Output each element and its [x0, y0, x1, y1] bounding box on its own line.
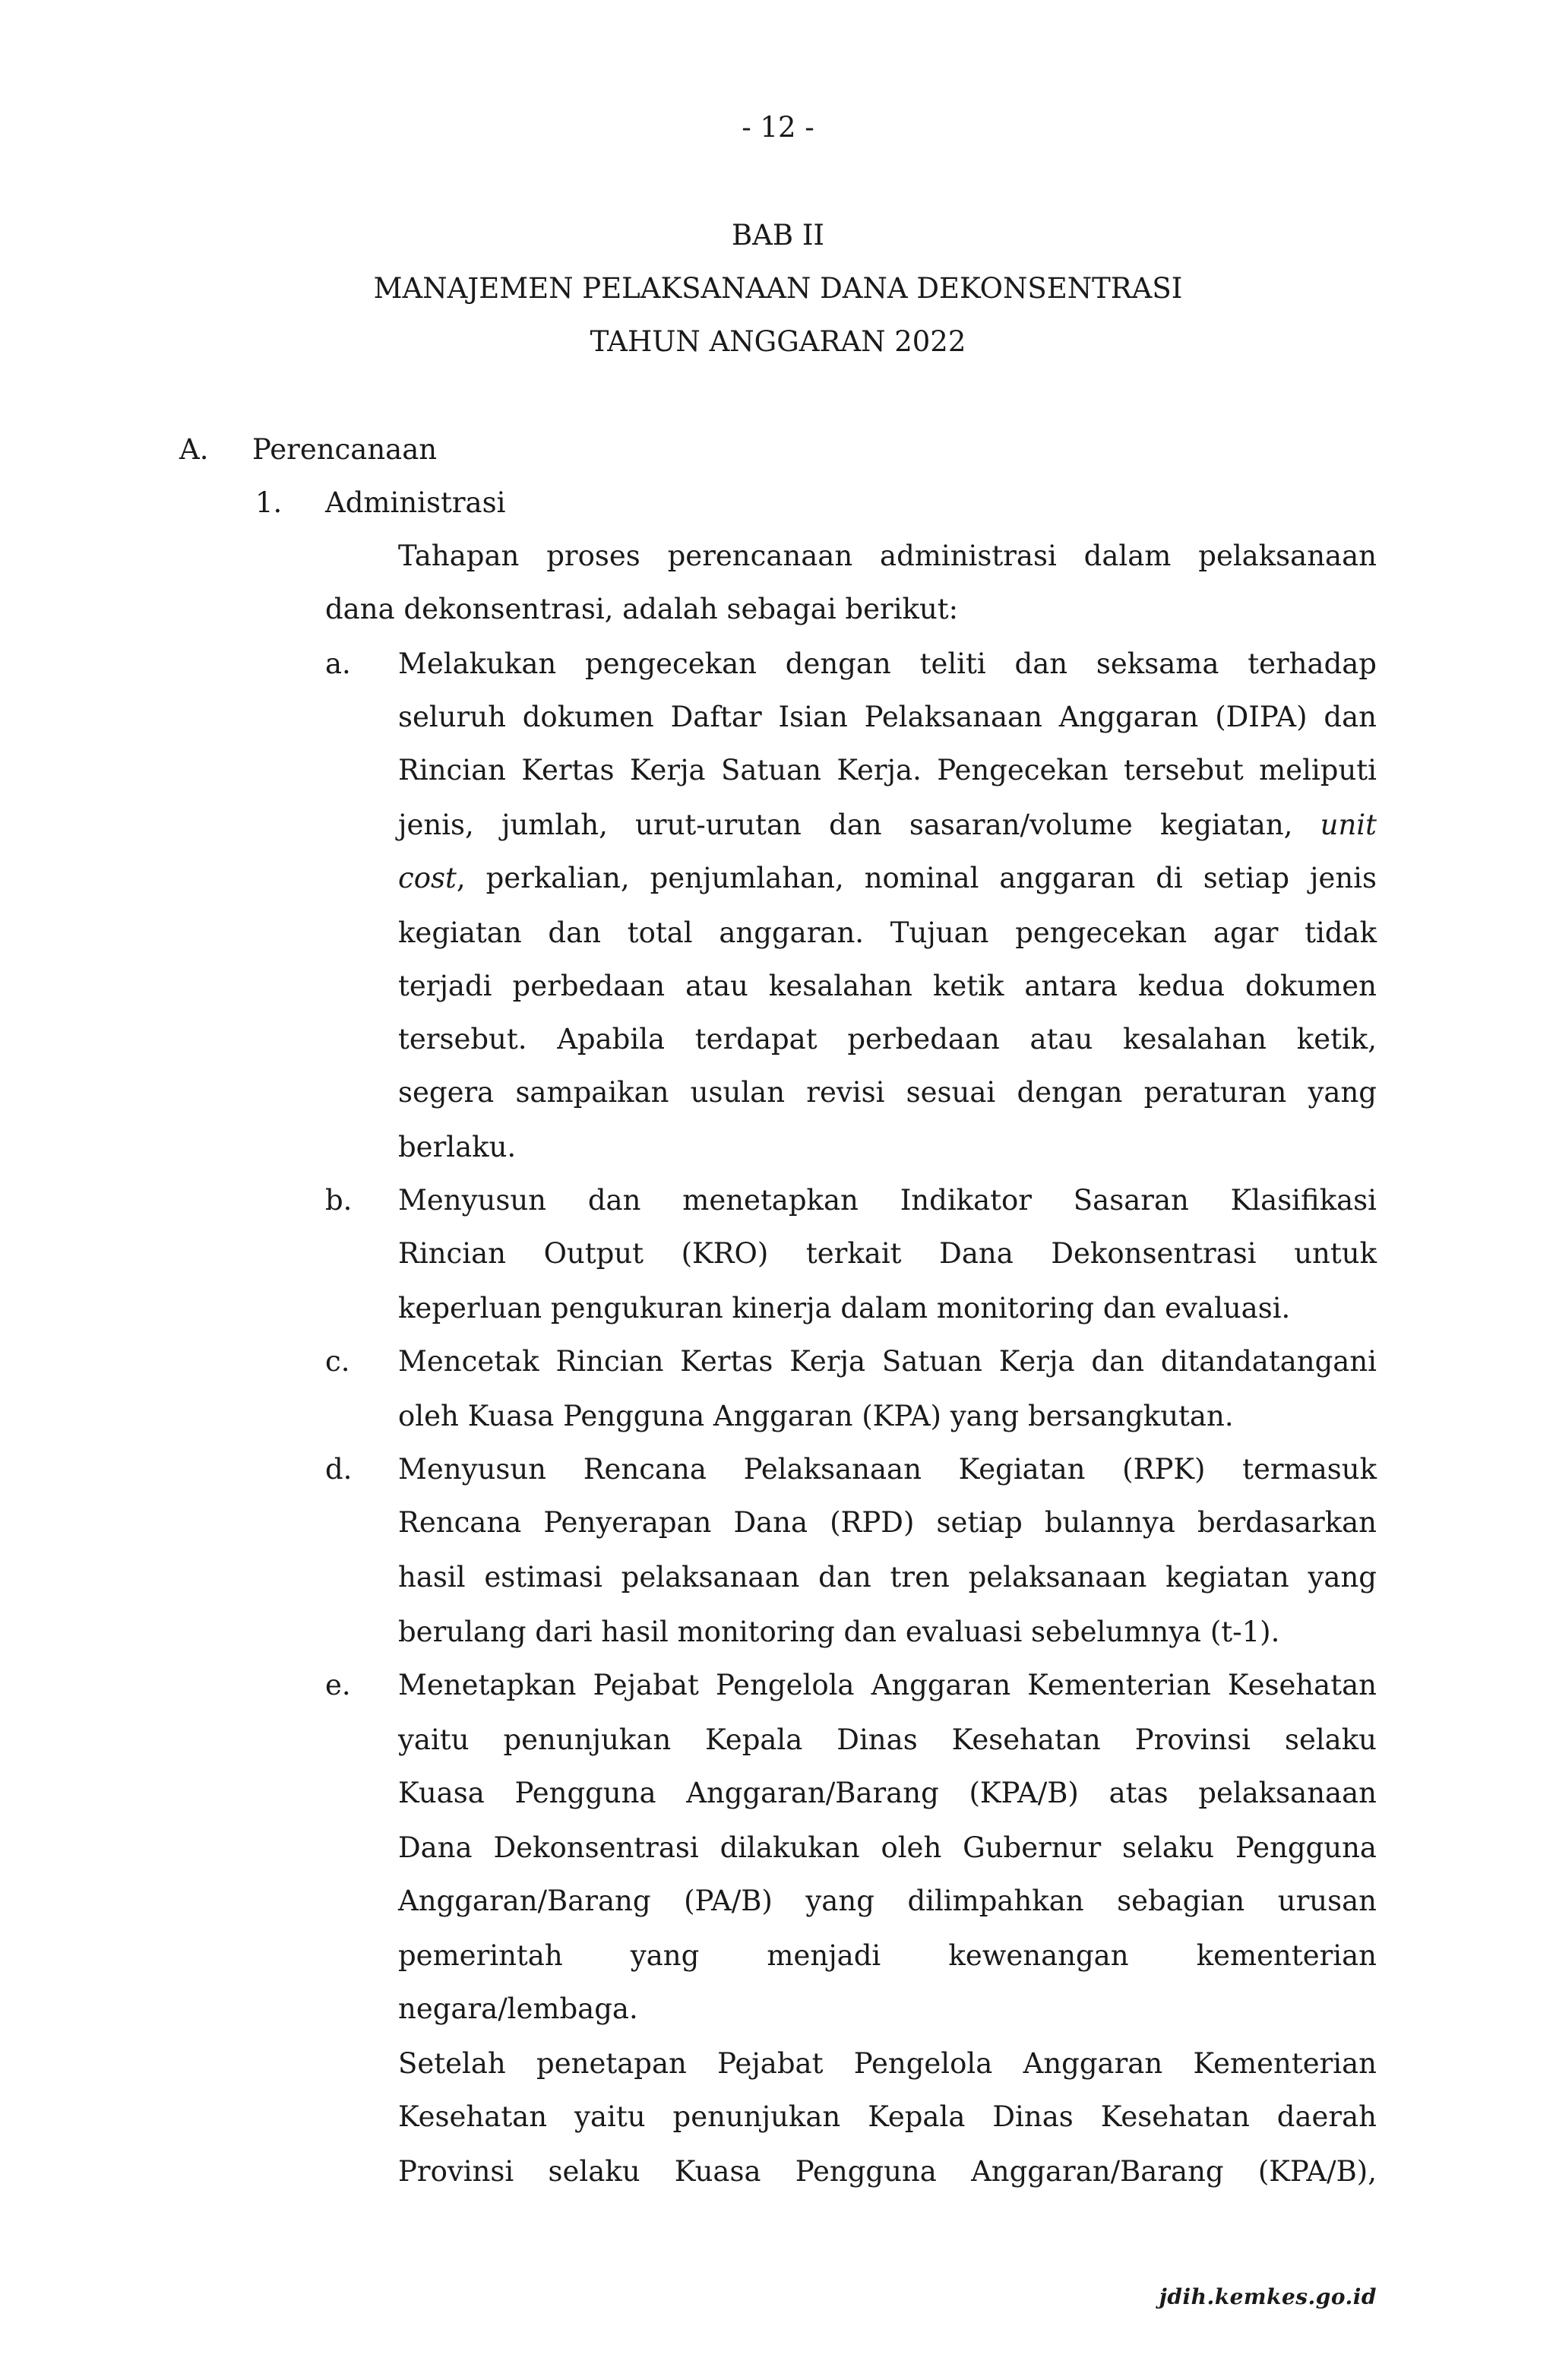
item-label-c: c. [325, 1345, 350, 1378]
italic-term-unit: unit [1320, 809, 1377, 841]
item-d-line: Menyusun Rencana Pelaksanaan Kegiatan (RPK) termasuk [398, 1453, 1377, 1486]
item-b-line: Rincian Output (KRO) terkait Dana Dekonsentrasi untuk [398, 1237, 1377, 1270]
item-a-text: , perkalian, penjumlahan, nominal anggaran di setiap jenis [456, 862, 1377, 894]
item-a-line [398, 862, 1377, 895]
item-label-b: b. [325, 1184, 353, 1217]
item-c-line: oleh Kuasa Pengguna Anggaran (KPA) yang bersangkutan. [398, 1400, 1234, 1432]
chapter-year: TAHUN ANGGARAN 2022 [590, 325, 966, 358]
italic-term-cost: cost [398, 862, 457, 894]
item-a-line: seluruh dokumen Daftar Isian Pelaksanaan Anggaran (DIPA) dan [398, 701, 1377, 733]
item-e-line: pemerintah yang menjadi kewenangan kementerian [398, 1939, 1377, 1972]
item-label-d: d. [325, 1453, 353, 1486]
item-a-line: kegiatan dan total anggaran. Tujuan pengecekan agar tidak [398, 916, 1377, 949]
item-a-line: Melakukan pengecekan dengan teliti dan seksama terhadap [398, 647, 1377, 680]
item-e-line: negara/lembaga. [398, 1992, 638, 2025]
section-label: A. [179, 433, 209, 466]
item-e-line: Kuasa Pengguna Anggaran/Barang (KPA/B) atas pelaksanaan [398, 1777, 1377, 1809]
item-d-line: hasil estimasi pelaksanaan dan tren pelaksanaan kegiatan yang [398, 1561, 1377, 1594]
chapter-label: BAB II [731, 219, 825, 252]
item-a-line [398, 809, 1377, 842]
footer-source: jdih.kemkes.go.id [1159, 2284, 1377, 2309]
item-c-line: Mencetak Rincian Kertas Kerja Satuan Kerja dan ditandatangani [398, 1345, 1377, 1378]
subsection-label: 1. [255, 486, 283, 519]
item-d-line: Rencana Penyerapan Dana (RPD) setiap bulannya berdasarkan [398, 1506, 1377, 1539]
item-e-line: Menetapkan Pejabat Pengelola Anggaran Kementerian Kesehatan [398, 1669, 1377, 1701]
intro-line: dana dekonsentrasi, adalah sebagai berikut: [325, 593, 959, 625]
item-a-line: Rincian Kertas Kerja Satuan Kerja. Pengecekan tersebut meliputi [398, 754, 1377, 786]
chapter-title: MANAJEMEN PELAKSANAAN DANA DEKONSENTRASI [373, 272, 1183, 305]
item-e-line: Dana Dekonsentrasi dilakukan oleh Gubernur selaku Pengguna [398, 1831, 1377, 1864]
item-a-line: tersebut. Apabila terdapat perbedaan atau kesalahan ketik, [398, 1023, 1377, 1055]
item-a-line: segera sampaikan usulan revisi sesuai dengan peraturan yang [398, 1076, 1377, 1109]
item-b-line: keperluan pengukuran kinerja dalam monitoring dan evaluasi. [398, 1292, 1291, 1325]
item-a-text: jenis, jumlah, urut-urutan dan sasaran/volume kegiatan, [398, 809, 1293, 841]
item-e-line: Anggaran/Barang (PA/B) yang dilimpahkan sebagian urusan [398, 1885, 1377, 1917]
intro-line: Tahapan proses perencanaan administrasi dalam pelaksanaan [398, 540, 1377, 572]
item-label-a: a. [325, 647, 351, 680]
section-title: Perencanaan [252, 433, 438, 466]
item-a-line: terjadi perbedaan atau kesalahan ketik antara kedua dokumen [398, 970, 1377, 1002]
page-number: - 12 - [742, 111, 814, 144]
item-b-line: Menyusun dan menetapkan Indikator Sasaran Klasifikasi [398, 1184, 1377, 1217]
item-e-continuation-line: Kesehatan yaitu penunjukan Kepala Dinas Kesehatan daerah [398, 2100, 1377, 2133]
item-e-line: yaitu penunjukan Kepala Dinas Kesehatan Provinsi selaku [398, 1723, 1377, 1756]
item-label-e: e. [325, 1669, 351, 1701]
item-e-continuation-line: Provinsi selaku Kuasa Pengguna Anggaran/Barang (KPA/B), [398, 2155, 1377, 2188]
item-d-line: berulang dari hasil monitoring dan evaluasi sebelumnya (t-1). [398, 1616, 1280, 1648]
item-a-line: berlaku. [398, 1131, 517, 1163]
subsection-title: Administrasi [325, 486, 506, 519]
item-e-continuation-line: Setelah penetapan Pejabat Pengelola Anggaran Kementerian [398, 2047, 1377, 2080]
